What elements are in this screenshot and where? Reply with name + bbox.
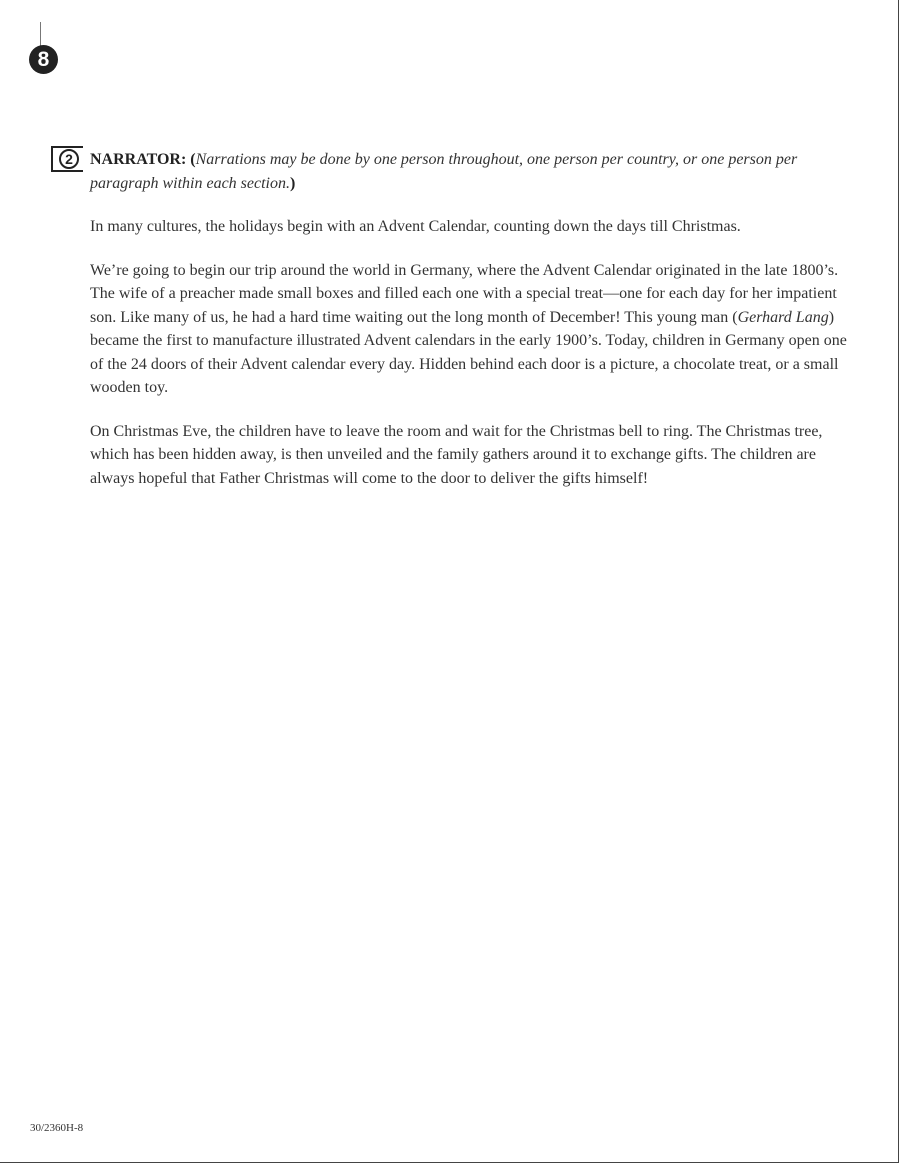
paragraph-2-text-b: ) became the first to manufacture illustrated Advent calendars in the early 1900’s. Today, children in Germany open one of the 24 doors of their Advent calendar every day. Hidden behind each door is a picture, a chocolate treat, or a small wooden toy. [90, 308, 847, 396]
speaker-label: NARRATOR: [90, 151, 187, 168]
footer-code: 30/2360H-8 [30, 1122, 84, 1134]
paragraph-2-text-a: We’re going to begin our trip around the world in Germany, where the Advent Calendar originated in the late 1800’s. The wife of a preacher made small boxes and filled each one with a special treat—one for each day for her impatient son. Like many of us, he had a hard time waiting out the long month of December! This young man ( [90, 261, 839, 326]
narrator-line [90, 148, 850, 195]
person-name: Gerhard Lang [737, 308, 829, 326]
open-paren: ( [190, 151, 196, 168]
cue-marker [51, 146, 83, 172]
paragraph-2 [90, 259, 850, 400]
stage-direction: Narrations may be done by one person throughout, one person per country, or one person per paragraph within each section. [90, 151, 798, 192]
page-number-badge: 8 [29, 45, 58, 74]
crop-mark [40, 22, 41, 46]
script-content [90, 148, 850, 510]
close-paren: ) [289, 174, 296, 192]
paragraph-3: On Christmas Eve, the children have to leave the room and wait for the Christmas bell to ring. The Christmas tree, which has been hidden away, is then unveiled and the family gathers around it to exchange gifts. The children are always hopeful that Father Christmas will come to the door to deliver the gifts himself! [90, 422, 823, 487]
paragraph-1: In many cultures, the holidays begin with an Advent Calendar, counting down the days till Christmas. [90, 218, 741, 235]
cue-number: 2 [59, 149, 79, 169]
